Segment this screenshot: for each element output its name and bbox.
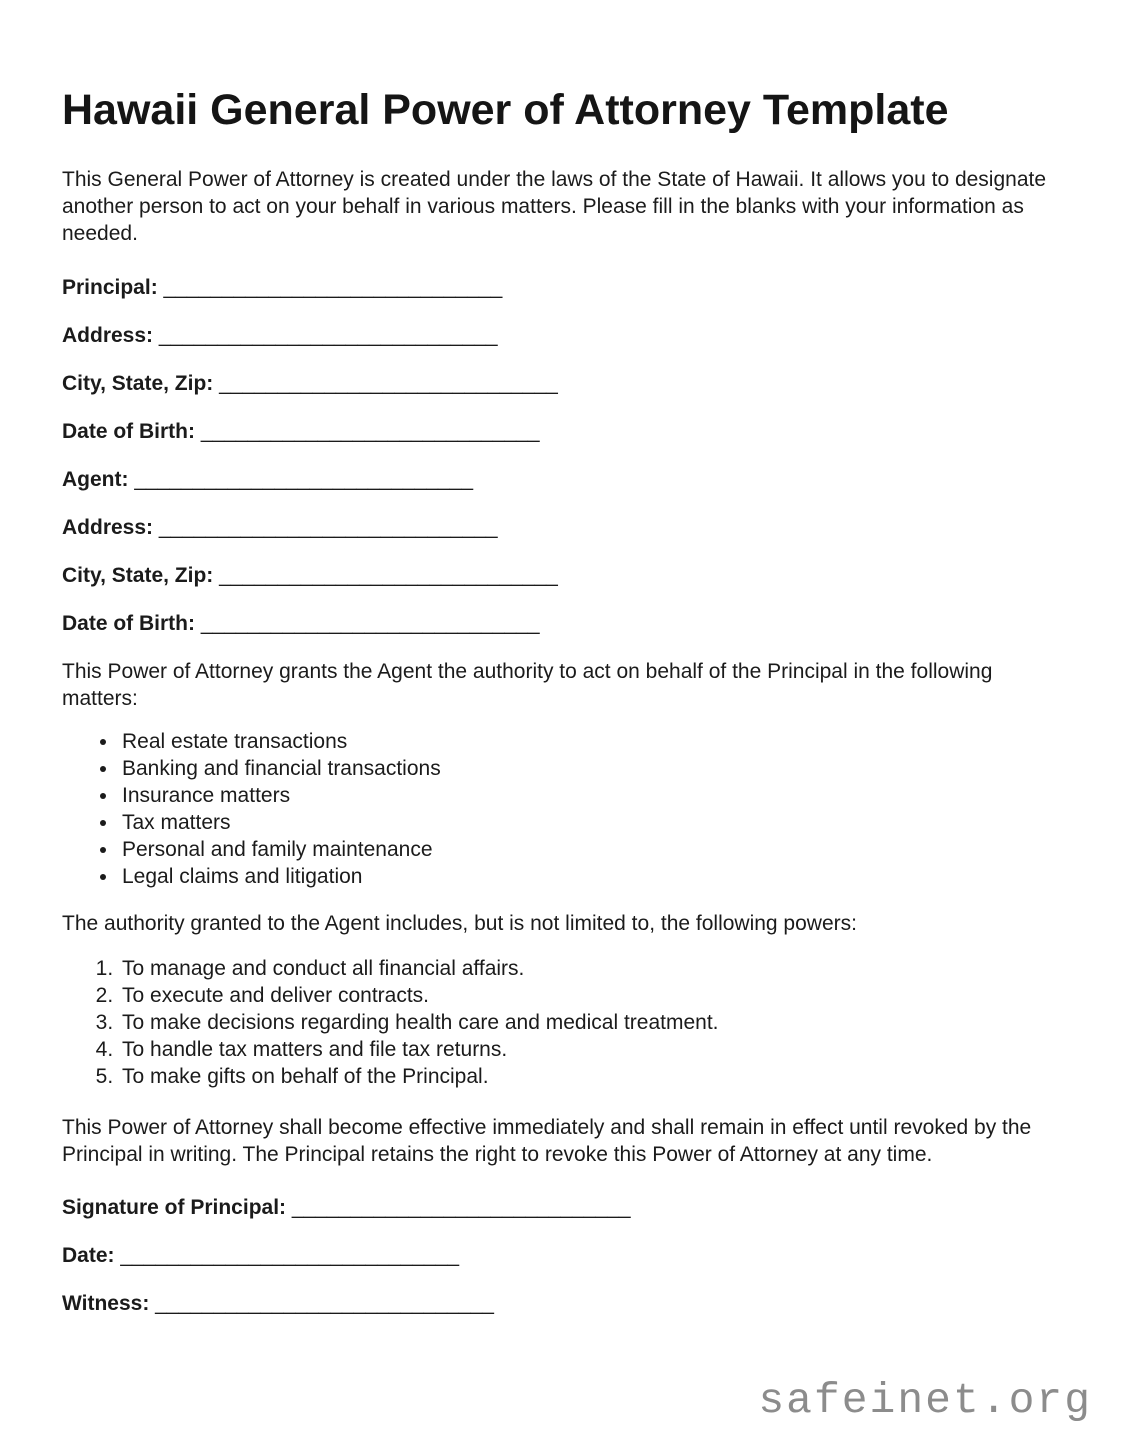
field-label: Signature of Principal: [62,1196,287,1220]
powers-item: 4. To handle tax matters and file tax returns. [119,1036,1062,1063]
blank-line: _____________________________ [219,372,558,396]
matters-item: • Personal and family maintenance [119,836,1062,863]
field-label: Date: [62,1244,115,1268]
blank-line: _____________________________ [200,612,540,636]
matters-list [62,728,1062,890]
field-date [62,1242,1062,1269]
blank-line: _____________________________ [158,324,498,348]
blank-line: _____________________________ [200,420,540,444]
matters-item: • Tax matters [119,809,1062,836]
field-witness [62,1290,1062,1317]
field-label: City, State, Zip: [62,372,214,396]
field-principal-date-of-birth [62,418,1062,445]
matters-item: • Insurance matters [119,782,1062,809]
field-label: Principal: [62,276,158,300]
matters-item: • Real estate transactions [119,728,1062,755]
field-agent-city-state-zip [62,562,1062,589]
field-label: City, State, Zip: [62,564,214,588]
grants-paragraph: This Power of Attorney grants the Agent the authority to act on behalf of the Principal in the following matters: [62,660,993,711]
watermark-text: safeinet.org [758,1376,1092,1425]
powers-paragraph: The authority granted to the Agent includes, but is not limited to, the following powers: [62,912,857,936]
powers-item: 5. To make gifts on behalf of the Principal. [119,1063,1062,1090]
field-label: Date of Birth: [62,612,195,636]
field-label: Address: [62,324,154,348]
powers-item: 2. To execute and deliver contracts. [119,982,1062,1009]
field-principal [62,274,1062,301]
matters-item: • Banking and financial transactions [119,755,1062,782]
field-principal-city-state-zip [62,370,1062,397]
blank-line: _____________________________ [120,1244,460,1268]
field-label: Date of Birth: [62,420,195,444]
field-agent-address [62,514,1062,541]
effective-paragraph: This Power of Attorney shall become effective immediately and shall remain in effect until revoked by the Principal in writing. The Principal retains the right to revoke this Power of Attorney at any time. [62,1116,1032,1167]
blank-line: _____________________________ [158,516,498,540]
blank-line: _____________________________ [155,1292,494,1316]
intro-paragraph: This General Power of Attorney is created under the laws of the State of Hawaii. It allows you to designate another person to act on your behalf in various matters. Please fill in the blanks with your information as needed. [62,168,1047,246]
blank-line: _____________________________ [163,276,503,300]
page-title: Hawaii General Power of Attorney Template [62,86,949,134]
field-label: Address: [62,516,154,540]
blank-line: _____________________________ [291,1196,631,1220]
field-signature-of-principal [62,1194,1062,1221]
field-agent [62,466,1062,493]
field-principal-address [62,322,1062,349]
blank-line: _____________________________ [219,564,558,588]
powers-item: 1. To manage and conduct all financial affairs. [119,955,1062,982]
field-label: Agent: [62,468,129,492]
matters-item: • Legal claims and litigation [119,863,1062,890]
field-agent-date-of-birth [62,610,1062,637]
powers-list [62,955,1062,1090]
field-label: Witness: [62,1292,150,1316]
blank-line: _____________________________ [134,468,474,492]
powers-item: 3. To make decisions regarding health care and medical treatment. [119,1009,1062,1036]
